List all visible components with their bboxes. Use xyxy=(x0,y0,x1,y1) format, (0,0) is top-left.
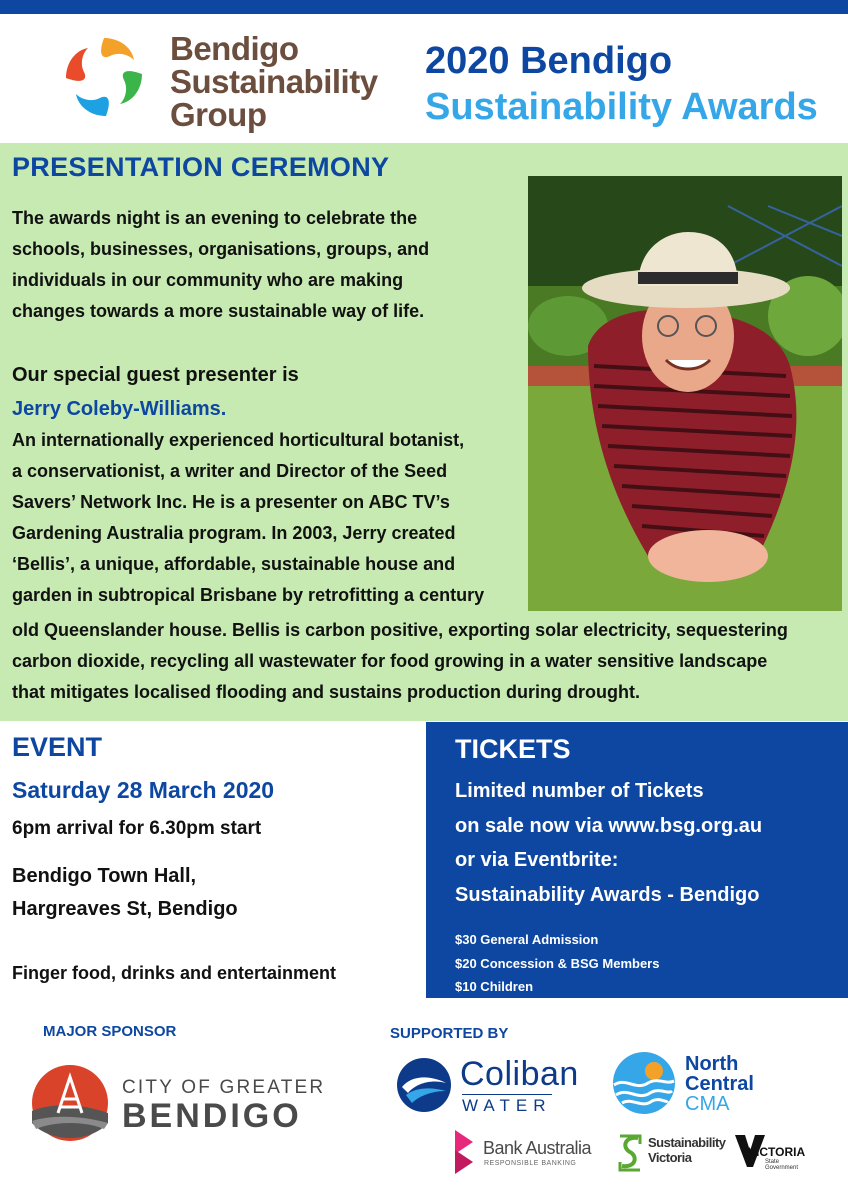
coliban-sub: WATER xyxy=(462,1096,552,1115)
sv-line2: Victoria xyxy=(648,1150,692,1165)
intro-paragraph xyxy=(12,203,512,327)
bsg-logo-text xyxy=(170,32,378,131)
logo-line: Sustainability xyxy=(170,63,378,100)
price-item: $20 Concession & BSG Members xyxy=(455,955,660,971)
tickets-panel xyxy=(426,722,848,998)
tickets-info-line: or via Eventbrite: xyxy=(455,849,619,871)
bio-line: garden in subtropical Brisbane by retrofitting a century xyxy=(12,585,485,605)
venue-line: Hargreaves St, Bendigo xyxy=(12,898,238,920)
bio-line: a conservationist, a writer and Director of the Seed xyxy=(12,461,448,481)
presenter-photo xyxy=(528,176,842,611)
intro-line: changes towards a more sustainable way of life. xyxy=(12,301,425,321)
presentation-heading: PRESENTATION CEREMONY xyxy=(12,152,390,182)
coliban-water-logo xyxy=(396,1055,586,1115)
tickets-info-line: Sustainability Awards - Bendigo xyxy=(455,883,760,906)
price-item: $10 Children xyxy=(455,979,534,994)
awards-title xyxy=(425,38,818,130)
sustainability-victoria-logo xyxy=(616,1130,726,1176)
intro-line: schools, businesses, organisations, groups, and xyxy=(12,239,430,259)
bio-paragraph xyxy=(12,425,517,611)
intro-line: The awards night is an evening to celebrate the xyxy=(12,208,418,228)
venue-line: Bendigo Town Hall, xyxy=(12,865,197,887)
tickets-info-line[interactable]: on sale now via www.bsg.org.au xyxy=(455,814,763,837)
event-heading: EVENT xyxy=(12,732,103,762)
bio-line: ‘Bellis’, a unique, affordable, sustainable house and xyxy=(12,554,456,574)
logo-line: Bendigo xyxy=(170,30,299,67)
bio-line: Gardening Australia program. In 2003, Jerry created xyxy=(12,523,456,543)
tickets-heading: TICKETS xyxy=(455,734,571,764)
major-sponsor-heading: MAJOR SPONSOR xyxy=(43,1023,177,1040)
bank-australia-name: Bank Australia xyxy=(483,1138,592,1158)
event-time: 6pm arrival for 6.30pm start xyxy=(12,818,262,839)
bio-line: Savers’ Network Inc. He is a presenter on ABC TV’s xyxy=(12,492,450,512)
supported-by-heading: SUPPORTED BY xyxy=(390,1025,509,1042)
top-accent-bar xyxy=(0,0,848,14)
victoria-state-government-logo xyxy=(735,1131,810,1177)
vic-line2: State xyxy=(765,1159,780,1165)
bank-australia-icon xyxy=(453,1130,475,1174)
tickets-info-line: Limited number of Tickets xyxy=(455,780,704,802)
sv-line1: Sustainability xyxy=(648,1135,726,1150)
vic-line3: Government xyxy=(765,1165,799,1171)
ncma-line1: North xyxy=(685,1053,739,1075)
tickets-info xyxy=(455,774,762,912)
intro-line: individuals in our community who are making xyxy=(12,270,404,290)
city-of-greater-bendigo-icon xyxy=(30,1063,110,1143)
north-central-cma-logo xyxy=(612,1051,792,1117)
bio-line: An internationally experienced horticultural botanist, xyxy=(12,430,465,450)
logo-line: Group xyxy=(170,96,267,133)
bsg-logo-icon xyxy=(58,30,150,122)
vic-line1: VICTORIA xyxy=(748,1145,806,1159)
guest-lead: Our special guest presenter is xyxy=(12,364,299,386)
bio-line: that mitigates localised flooding and sustains production during drought. xyxy=(12,682,641,702)
bio-line: carbon dioxide, recycling all wastewater for food growing in a water sensitive landscape xyxy=(12,651,768,671)
city-logo-line2: BENDIGO xyxy=(122,1097,302,1135)
event-date: Saturday 28 March 2020 xyxy=(12,777,275,803)
sustainability-victoria-icon xyxy=(616,1132,644,1174)
bank-australia-logo xyxy=(453,1130,603,1176)
city-of-greater-bendigo-logo xyxy=(30,1063,330,1143)
ncma-line3: CMA xyxy=(685,1093,730,1115)
bio-line: old Queenslander house. Bellis is carbon positive, exporting solar electricity, sequestering xyxy=(12,620,788,640)
coliban-water-icon xyxy=(396,1057,452,1113)
ncma-line2: Central xyxy=(685,1073,754,1095)
north-central-cma-icon xyxy=(612,1051,676,1115)
awards-title-line2: Sustainability Awards xyxy=(425,86,818,128)
price-item: $30 General Admission xyxy=(455,932,599,947)
event-extras: Finger food, drinks and entertainment xyxy=(12,963,337,983)
awards-title-line1: 2020 Bendigo xyxy=(425,40,673,82)
bank-australia-sub: RESPONSIBLE BANKING xyxy=(484,1160,577,1167)
guest-name: Jerry Coleby-Williams. xyxy=(12,398,227,420)
coliban-name: Coliban xyxy=(460,1055,579,1093)
city-logo-line1: CITY OF GREATER xyxy=(122,1077,326,1098)
bio-paragraph-continued xyxy=(12,615,842,708)
event-venue xyxy=(12,860,238,926)
ticket-prices xyxy=(455,928,659,999)
